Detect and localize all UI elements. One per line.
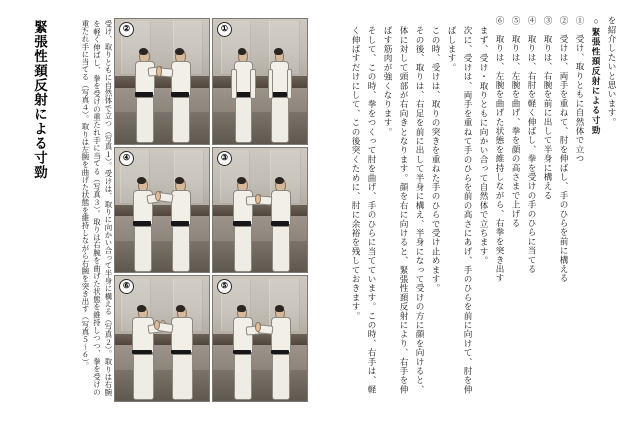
- body-line: 次に、受けは、両手を重ねて手のひらを前の高さにあげ、手のひらを前に向けて、肘を伸ばします。: [447, 26, 473, 394]
- photo-background-rail: [213, 76, 307, 87]
- karate-figure-right: [166, 306, 196, 398]
- karate-figure-left: [228, 306, 256, 398]
- body-line: ② 受けは、両手を重ねて、肘を伸ばし、手のひらを前に構える: [559, 16, 569, 283]
- body-line: ○緊張性頚反射による寸勁: [591, 16, 601, 135]
- body-line: まず、受け・取りともに向かい合って自然体で立ちます。: [479, 26, 489, 266]
- body-line: を紹介したいと思います。: [607, 16, 617, 127]
- body-line: ③ 取りは、右腕を前に出して半身に構える: [543, 16, 553, 200]
- karate-figure-right: [166, 178, 194, 270]
- photo-number: ①: [217, 22, 232, 37]
- photo-cell: [212, 275, 308, 402]
- photo-grid: [114, 18, 308, 402]
- section-title: 緊張性頚反射による寸勁: [32, 20, 47, 180]
- body-line: ⑤ 取りは、左腕を曲げ、拳を顔の高さまで上げる: [511, 16, 521, 228]
- karate-figure-right: [266, 306, 294, 398]
- photo-background-mid: [213, 88, 307, 113]
- photo-number: ⑥: [119, 279, 134, 294]
- photo-number: ③: [217, 151, 232, 166]
- body-text-block: [328, 16, 620, 408]
- photo-plate: [26, 14, 308, 402]
- karate-figure-left: [228, 178, 256, 270]
- body-line: この時、受けは、取りの突きを重ねた手のひらで受け止めます。: [431, 26, 441, 293]
- plate-caption: 受け、取りともに自然体で立つ（写真１）。受けは、取りに向かい合って半身に構える（写真２）。取りは右腕を軽く伸ばし、拳を受けの重たれ手に当てる（写真３）。取りは右腕を曲げた状態を維持しつつ、拳を受けの重たれ手に当てる（写真４）。取りは左腕を曲げた状態を維持しながら右腕を突き出す（写真５〜６）。: [81, 20, 113, 396]
- photo-cell: [114, 275, 210, 402]
- karate-figure-left: [128, 178, 156, 270]
- body-line: そして、この時、拳をつくって肘を曲げ、手のひらに当てています。この時、右手は、軽く伸ばすだけにして、この後突くために、肘に余裕を残しておきます。: [351, 26, 377, 394]
- body-line: その後、取りは、右足を前に出して半身に構え、半身になって受けの方に顔を向けると、体に対して頭部が右向きとなります。顔を右に向けると、緊張性頚反射により、右手を伸ばす筋肉が強くなります。: [383, 26, 425, 394]
- photo-number: ②: [119, 22, 134, 37]
- photo-number: ⑤: [217, 279, 232, 294]
- photo-cell: [212, 147, 308, 274]
- karate-figure-left: [128, 306, 158, 398]
- karate-figure-right: [166, 49, 194, 141]
- body-line: ④ 取りは、右肘を軽く伸ばし、拳を受けの手のひらに当てる: [527, 16, 537, 274]
- photo-cell: [114, 147, 210, 274]
- karate-figure-right: [266, 178, 294, 270]
- photo-background-floor: [213, 112, 307, 143]
- karate-figure-left: [230, 49, 256, 141]
- photo-cell: [114, 18, 210, 145]
- photo-number: ④: [119, 151, 134, 166]
- karate-figure-right: [266, 49, 292, 141]
- photo-cell: [212, 18, 308, 145]
- karate-figure-left: [130, 49, 158, 141]
- body-line: ⑥ 取りは、左腕を曲げた状態を維持しながら、右拳を突き出す: [495, 16, 505, 283]
- body-line: ① 受け、取りともに自然体で立つ: [575, 16, 585, 164]
